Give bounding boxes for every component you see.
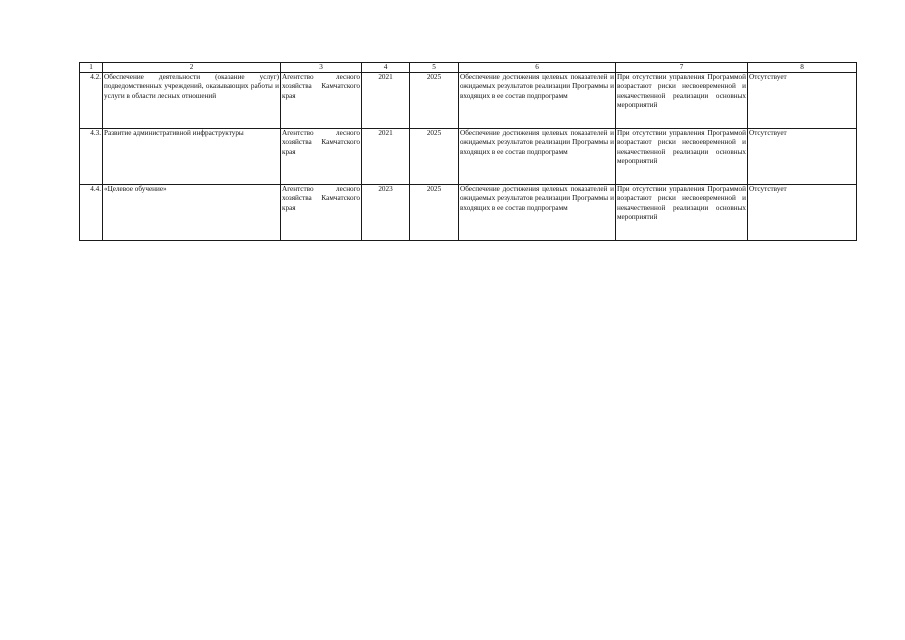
column-number: 7 (616, 63, 748, 73)
column-number-row (80, 63, 857, 73)
start-year: 2023 (362, 185, 410, 241)
table-row (80, 129, 857, 185)
relation-indicator: Отсутствует (748, 185, 857, 241)
risk-consequence: При отсутствии управления Программой возрастают риски несвоевременной и некачественной реализации основных мероприятий (616, 73, 748, 129)
row-number: 4.3. (80, 129, 103, 185)
activity-name: Обеспечение деятельности (оказание услуг) подведомственных учреждений, оказывающих работы и услуги в области лесных отношений (103, 73, 281, 129)
column-number: 4 (362, 63, 410, 73)
executor: Агентство лесного хозяйства Камчатского края (281, 185, 362, 241)
activity-name: Развитие административной инфраструктуры (103, 129, 281, 185)
column-number: 6 (459, 63, 616, 73)
end-year: 2025 (410, 73, 459, 129)
end-year: 2025 (410, 129, 459, 185)
column-number: 3 (281, 63, 362, 73)
expected-result: Обеспечение достижения целевых показателей и ожидаемых результатов реализации Программы и входящих в ее состав подпрограмм (459, 129, 616, 185)
relation-indicator: Отсутствует (748, 73, 857, 129)
risk-consequence: При отсутствии управления Программой возрастают риски несвоевременной и некачественной реализации основных мероприятий (616, 185, 748, 241)
end-year: 2025 (410, 185, 459, 241)
relation-indicator: Отсутствует (748, 129, 857, 185)
column-number: 1 (80, 63, 103, 73)
start-year: 2021 (362, 73, 410, 129)
risk-consequence: При отсутствии управления Программой возрастают риски несвоевременной и некачественной реализации основных мероприятий (616, 129, 748, 185)
column-number: 8 (748, 63, 857, 73)
activity-name: «Целевое обучение» (103, 185, 281, 241)
column-number: 2 (103, 63, 281, 73)
expected-result: Обеспечение достижения целевых показателей и ожидаемых результатов реализации Программы и входящих в ее состав подпрограмм (459, 185, 616, 241)
start-year: 2021 (362, 129, 410, 185)
table-row (80, 73, 857, 129)
executor: Агентство лесного хозяйства Камчатского края (281, 129, 362, 185)
table-row (80, 185, 857, 241)
activities-table (79, 62, 857, 241)
expected-result: Обеспечение достижения целевых показателей и ожидаемых результатов реализации Программы и входящих в ее состав подпрограмм (459, 73, 616, 129)
row-number: 4.4. (80, 185, 103, 241)
executor: Агентство лесного хозяйства Камчатского края (281, 73, 362, 129)
column-number: 5 (410, 63, 459, 73)
row-number: 4.2. (80, 73, 103, 129)
